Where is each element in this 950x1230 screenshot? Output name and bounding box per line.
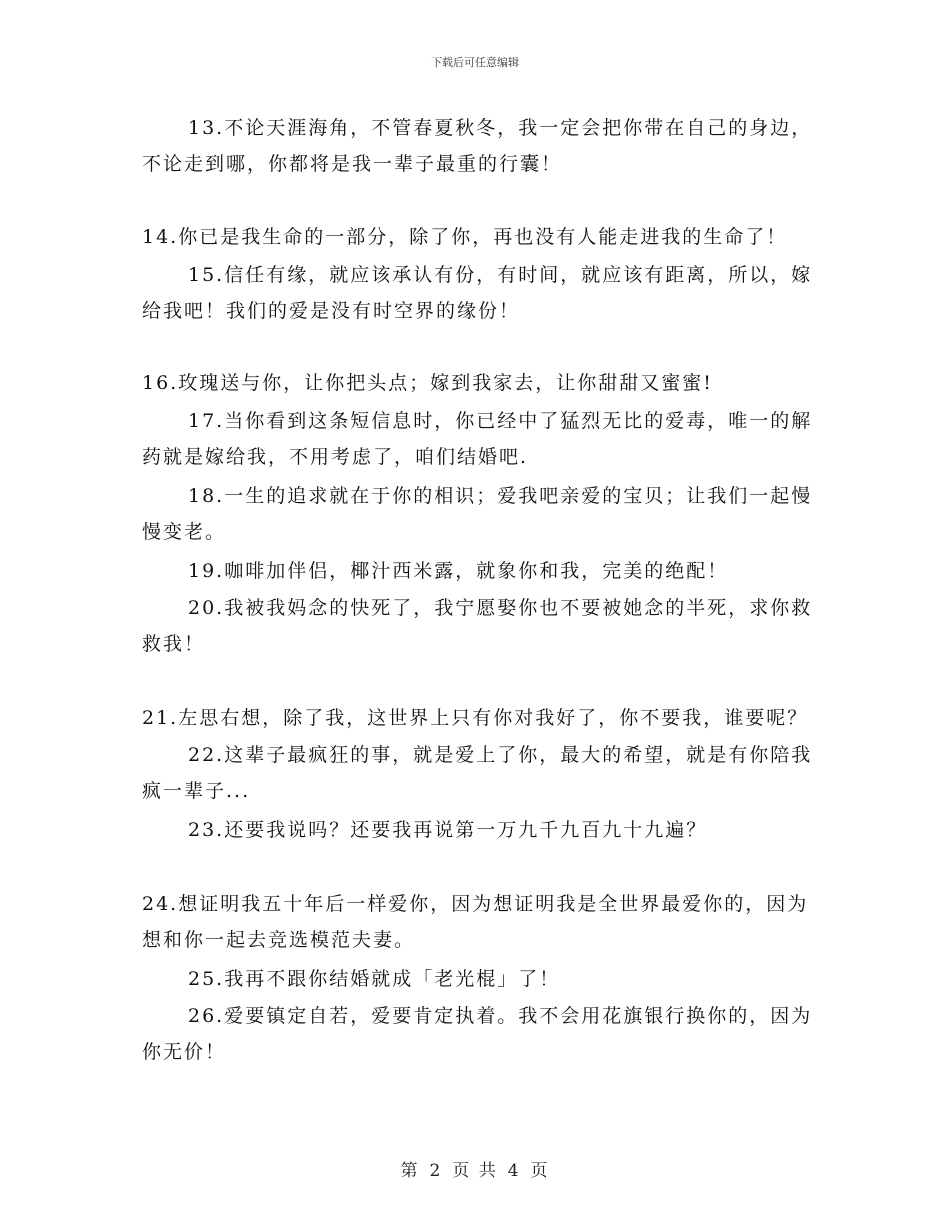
paragraph-24: 24.想证明我五十年后一样爱你，因为想证明我是全世界最爱你的，因为想和你一起去竞选模范夫妻。 <box>142 893 809 951</box>
page-footer <box>0 1156 950 1181</box>
paragraph-21: 21.左思右想，除了我，这世界上只有你对我好了，你不要我，谁要呢？ <box>142 707 809 729</box>
paragraph-13: 13.不论天涯海角，不管春夏秋冬，我一定会把你带在自己的身边，不论走到哪，你都将是我一辈子最重的行囊！ <box>142 117 813 175</box>
page-header: 下载后可任意编辑 <box>431 56 519 69</box>
footer-middle: 页 共 <box>452 1161 498 1181</box>
paragraph-25: 25.我再不跟你结婚就成「老光棍」了！ <box>188 968 561 990</box>
paragraph-15: 15.信任有缘，就应该承认有份，有时间，就应该有距离，所以，嫁给我吧！我们的爱是没有时空界的缘份！ <box>142 264 813 322</box>
paragraph-16: 16.玫瑰送与你，让你把头点；嫁到我家去，让你甜甜又蜜蜜! <box>142 372 713 394</box>
paragraph-17: 17.当你看到这条短信息时，你已经中了猛烈无比的爱毒，唯一的解药就是嫁给我，不用考虑了，咱们结婚吧. <box>142 410 813 468</box>
paragraph-14: 14.你已是我生命的一部分，除了你，再也没有人能走进我的生命了！ <box>142 226 788 248</box>
paragraph-22: 22.这辈子最疯狂的事，就是爱上了你，最大的希望，就是有你陪我疯一辈子... <box>142 744 813 802</box>
footer-prefix: 第 <box>400 1161 420 1181</box>
paragraph-20: 20.我被我妈念的快死了，我宁愿娶你也不要被她念的半死，求你救救我！ <box>142 597 813 655</box>
paragraph-23: 23.还要我说吗？还要我再说第一万九千九百九十九遍？ <box>188 819 708 841</box>
paragraph-19: 19.咖啡加伴侣，椰汁西米露，就象你和我，完美的绝配！ <box>188 560 729 582</box>
footer-suffix: 页 <box>530 1161 550 1181</box>
footer-total-pages: 4 <box>507 1161 521 1181</box>
paragraph-18: 18.一生的追求就在于你的相识；爱我吧亲爱的宝贝；让我们一起慢慢变老。 <box>142 485 813 543</box>
paragraph-26: 26.爱要镇定自若，爱要肯定执着。我不会用花旗银行换你的，因为你无价！ <box>142 1005 813 1063</box>
footer-page-number: 2 <box>429 1161 443 1181</box>
